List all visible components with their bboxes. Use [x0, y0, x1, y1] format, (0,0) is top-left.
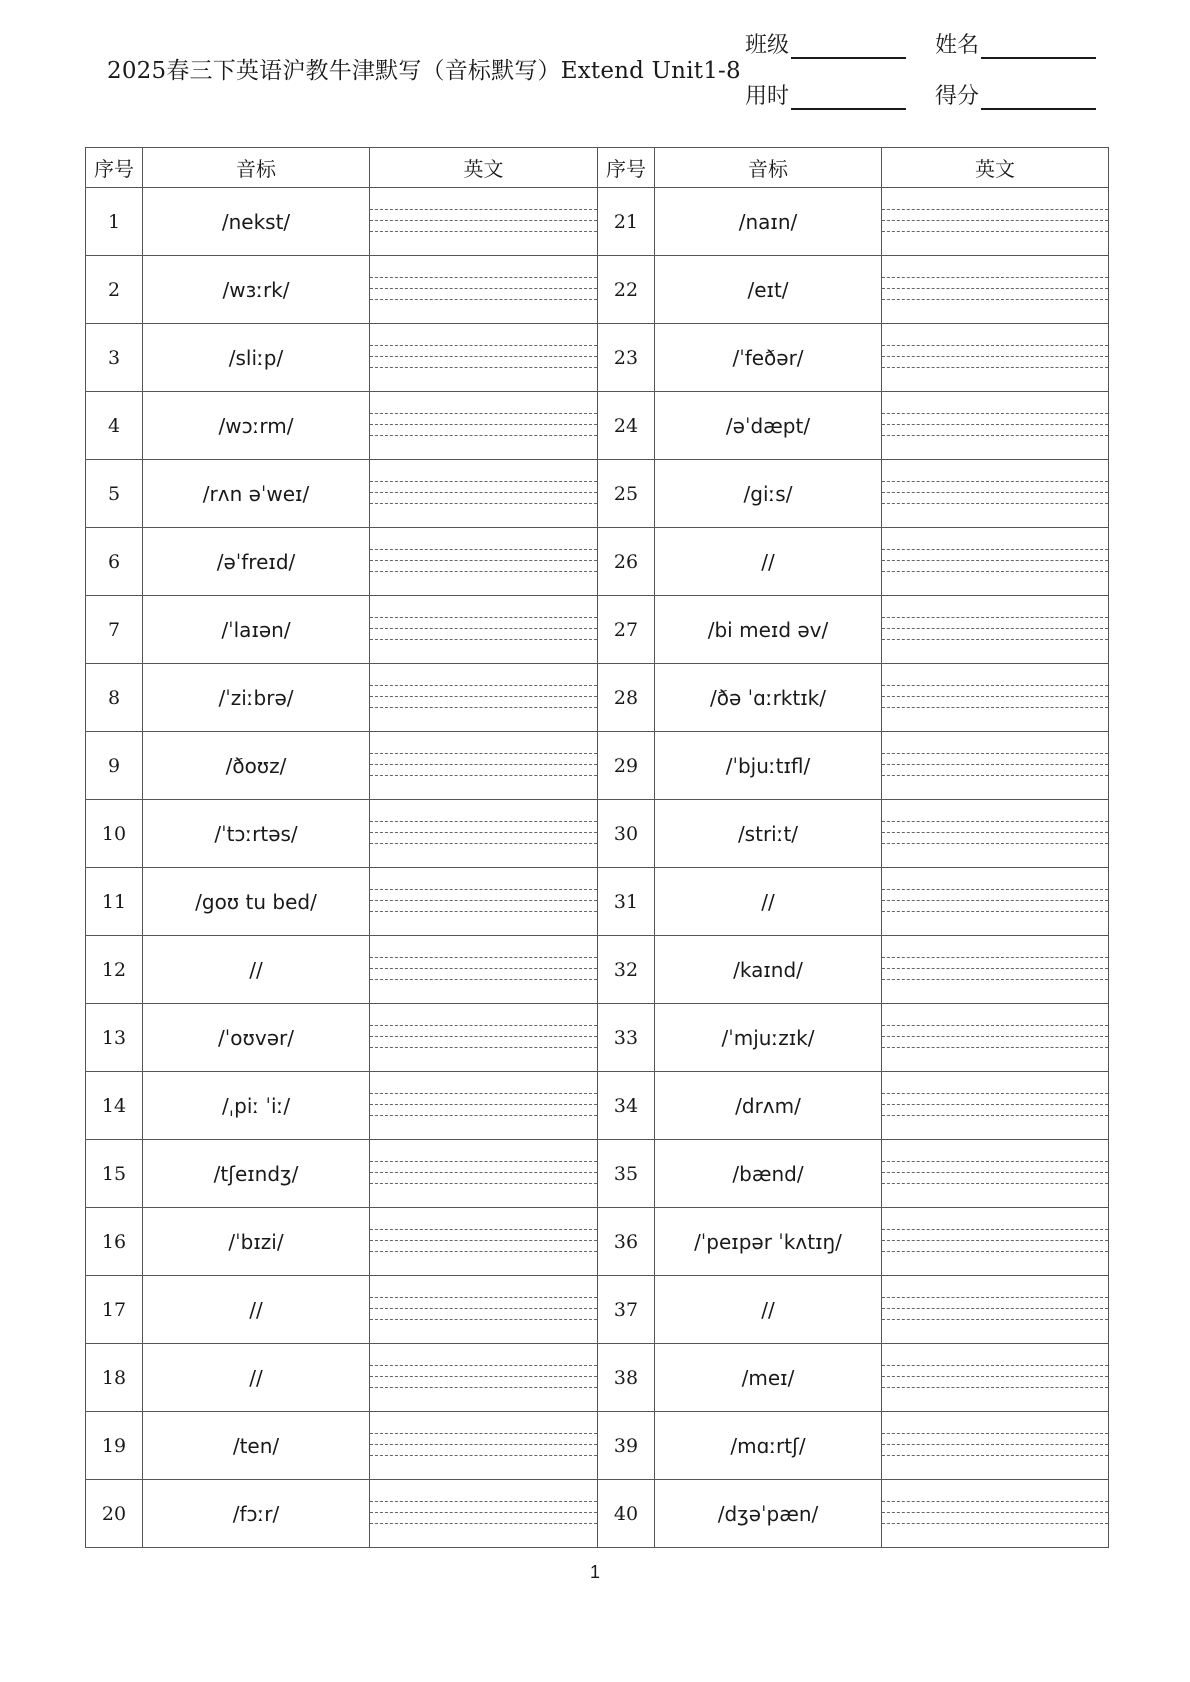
item-number: 3 [86, 324, 143, 392]
phonetic-cell: /ˌpiː ˈiː/ [143, 1072, 370, 1140]
name-label: 姓名 [935, 33, 980, 58]
item-number: 4 [86, 392, 143, 460]
writing-guide-line [370, 288, 597, 289]
answer-cell[interactable] [882, 868, 1109, 936]
writing-guide-line [882, 1036, 1108, 1037]
writing-guide-line [370, 979, 597, 980]
writing-guide-line [882, 639, 1108, 640]
table-row [86, 1140, 1109, 1208]
writing-guide-line [370, 1047, 597, 1048]
answer-cell[interactable] [370, 1344, 598, 1412]
writing-guide-line [882, 900, 1108, 901]
table-row [86, 256, 1109, 324]
writing-guide-line [882, 1512, 1108, 1513]
writing-guide-line [882, 1455, 1108, 1456]
phonetic-cell: /ˈpeɪpər ˈkʌtɪŋ/ [655, 1208, 882, 1276]
header-english-right: 英文 [882, 148, 1109, 188]
writing-guide-line [370, 481, 597, 482]
phonetic-cell: /ðoʊz/ [143, 732, 370, 800]
writing-guide-line [882, 764, 1108, 765]
item-number: 30 [598, 800, 655, 868]
writing-guide-line [370, 1161, 597, 1162]
writing-guide-line [882, 435, 1108, 436]
writing-guide-line [370, 277, 597, 278]
answer-cell[interactable] [370, 188, 598, 256]
answer-cell[interactable] [882, 1344, 1109, 1412]
phonetic-cell: /eɪt/ [655, 256, 882, 324]
phonetic-cell: // [655, 528, 882, 596]
phonetic-cell: /meɪ/ [655, 1344, 882, 1412]
page-number: 1 [589, 1562, 600, 1582]
item-number: 33 [598, 1004, 655, 1072]
writing-guide-line [370, 1251, 597, 1252]
writing-guide-line [882, 1161, 1108, 1162]
writing-guide-line [370, 1297, 597, 1298]
table-row [86, 936, 1109, 1004]
writing-guide-line [882, 424, 1108, 425]
answer-cell[interactable] [882, 664, 1109, 732]
writing-guide-line [882, 1047, 1108, 1048]
writing-guide-line [370, 1025, 597, 1026]
class-field[interactable] [745, 28, 906, 59]
score-blank[interactable] [981, 86, 1096, 110]
writing-guide-line [370, 639, 597, 640]
answer-cell[interactable] [882, 1208, 1109, 1276]
writing-guide-line [370, 832, 597, 833]
header-phonetic-left: 音标 [143, 148, 370, 188]
writing-guide-line [882, 345, 1108, 346]
writing-guide-line [882, 367, 1108, 368]
answer-cell[interactable] [370, 392, 598, 460]
answer-cell[interactable] [370, 324, 598, 392]
item-number: 6 [86, 528, 143, 596]
item-number: 19 [86, 1412, 143, 1480]
table-row [86, 188, 1109, 256]
answer-cell[interactable] [370, 936, 598, 1004]
page-title: 2025春三下英语沪教牛津默写（音标默写）Extend Unit1-8 [107, 58, 741, 84]
time-blank[interactable] [791, 86, 906, 110]
item-number: 36 [598, 1208, 655, 1276]
item-number: 25 [598, 460, 655, 528]
writing-guide-line [882, 560, 1108, 561]
phonetic-cell: /naɪn/ [655, 188, 882, 256]
phonetic-cell: // [655, 868, 882, 936]
writing-guide-line [882, 1172, 1108, 1173]
item-number: 7 [86, 596, 143, 664]
table-row [86, 1480, 1109, 1548]
writing-guide-line [882, 753, 1108, 754]
item-number: 12 [86, 936, 143, 1004]
answer-cell[interactable] [370, 1072, 598, 1140]
phonetic-cell: // [143, 1276, 370, 1344]
phonetic-cell: /goʊ tu bed/ [143, 868, 370, 936]
writing-guide-line [370, 1455, 597, 1456]
item-number: 23 [598, 324, 655, 392]
item-number: 9 [86, 732, 143, 800]
writing-guide-line [370, 617, 597, 618]
item-number: 14 [86, 1072, 143, 1140]
table-row [86, 392, 1109, 460]
answer-cell[interactable] [370, 1276, 598, 1344]
writing-guide-line [882, 707, 1108, 708]
writing-guide-line [882, 571, 1108, 572]
item-number: 24 [598, 392, 655, 460]
writing-guide-line [370, 424, 597, 425]
answer-cell[interactable] [882, 936, 1109, 1004]
writing-guide-line [370, 1444, 597, 1445]
header-no-left: 序号 [86, 148, 143, 188]
writing-guide-line [370, 1229, 597, 1230]
item-number: 31 [598, 868, 655, 936]
item-number: 10 [86, 800, 143, 868]
answer-cell[interactable] [882, 460, 1109, 528]
writing-guide-line [882, 1308, 1108, 1309]
writing-guide-line [882, 1501, 1108, 1502]
writing-guide-line [882, 1523, 1108, 1524]
table-row [86, 1344, 1109, 1412]
phonetic-cell: /giːs/ [655, 460, 882, 528]
header-no-right: 序号 [598, 148, 655, 188]
item-number: 37 [598, 1276, 655, 1344]
writing-guide-line [882, 968, 1108, 969]
writing-guide-line [370, 1365, 597, 1366]
answer-cell[interactable] [882, 596, 1109, 664]
writing-guide-line [882, 1444, 1108, 1445]
writing-guide-line [882, 1115, 1108, 1116]
item-number: 40 [598, 1480, 655, 1548]
writing-guide-line [370, 753, 597, 754]
table-row [86, 528, 1109, 596]
answer-cell[interactable] [882, 732, 1109, 800]
writing-guide-line [370, 413, 597, 414]
writing-guide-line [882, 288, 1108, 289]
answer-cell[interactable] [882, 1072, 1109, 1140]
writing-guide-line [370, 707, 597, 708]
item-number: 29 [598, 732, 655, 800]
writing-guide-line [370, 957, 597, 958]
phonetic-cell: /ˈmjuːzɪk/ [655, 1004, 882, 1072]
score-label: 得分 [935, 84, 980, 109]
phonetic-cell: /ˈbɪzi/ [143, 1208, 370, 1276]
writing-guide-line [370, 1512, 597, 1513]
writing-guide-line [370, 231, 597, 232]
phonetic-cell: /kaɪnd/ [655, 936, 882, 1004]
score-field[interactable] [935, 79, 1096, 110]
writing-guide-line [370, 571, 597, 572]
answer-cell[interactable] [882, 1140, 1109, 1208]
item-number: 18 [86, 1344, 143, 1412]
answer-cell[interactable] [370, 528, 598, 596]
phonetic-cell: /ˈoʊvər/ [143, 1004, 370, 1072]
class-blank[interactable] [791, 35, 906, 59]
writing-guide-line [370, 549, 597, 550]
writing-guide-line [370, 1240, 597, 1241]
table-row [86, 800, 1109, 868]
writing-guide-line [370, 1387, 597, 1388]
writing-guide-line [882, 696, 1108, 697]
table-row [86, 664, 1109, 732]
writing-guide-line [882, 1183, 1108, 1184]
writing-guide-line [882, 1319, 1108, 1320]
writing-guide-line [882, 549, 1108, 550]
phonetic-cell: /striːt/ [655, 800, 882, 868]
header-english-left: 英文 [370, 148, 598, 188]
phonetic-cell: /tʃeɪndʒ/ [143, 1140, 370, 1208]
writing-guide-line [370, 900, 597, 901]
phonetic-cell: /bi meɪd əv/ [655, 596, 882, 664]
table-row [86, 1276, 1109, 1344]
item-number: 17 [86, 1276, 143, 1344]
phonetic-cell: /dʒəˈpæn/ [655, 1480, 882, 1548]
phonetic-cell: /ten/ [143, 1412, 370, 1480]
writing-guide-line [370, 1104, 597, 1105]
phonetic-cell: /əˈdæpt/ [655, 392, 882, 460]
phonetic-cell: /fɔːr/ [143, 1480, 370, 1548]
writing-guide-line [882, 299, 1108, 300]
writing-guide-line [882, 220, 1108, 221]
writing-guide-line [370, 1376, 597, 1377]
item-number: 26 [598, 528, 655, 596]
answer-cell[interactable] [370, 1412, 598, 1480]
answer-cell[interactable] [882, 324, 1109, 392]
table-row [86, 732, 1109, 800]
table-row [86, 868, 1109, 936]
writing-guide-line [370, 1308, 597, 1309]
writing-guide-line [882, 503, 1108, 504]
dictation-table [85, 147, 1109, 1548]
writing-guide-line [370, 1115, 597, 1116]
writing-guide-line [370, 1501, 597, 1502]
item-number: 2 [86, 256, 143, 324]
writing-guide-line [370, 843, 597, 844]
writing-guide-line [370, 345, 597, 346]
phonetic-cell: /nekst/ [143, 188, 370, 256]
writing-guide-line [370, 685, 597, 686]
writing-guide-line [882, 277, 1108, 278]
header-phonetic-right: 音标 [655, 148, 882, 188]
writing-guide-line [370, 209, 597, 210]
writing-guide-line [370, 1036, 597, 1037]
writing-guide-line [370, 492, 597, 493]
writing-guide-line [882, 413, 1108, 414]
item-number: 35 [598, 1140, 655, 1208]
table-row [86, 1072, 1109, 1140]
phonetic-cell: /drʌm/ [655, 1072, 882, 1140]
answer-cell[interactable] [882, 1480, 1109, 1548]
writing-guide-line [370, 503, 597, 504]
item-number: 38 [598, 1344, 655, 1412]
writing-guide-line [370, 764, 597, 765]
answer-cell[interactable] [370, 1208, 598, 1276]
writing-guide-line [882, 1433, 1108, 1434]
writing-guide-line [370, 367, 597, 368]
writing-guide-line [370, 821, 597, 822]
item-number: 1 [86, 188, 143, 256]
writing-guide-line [882, 685, 1108, 686]
answer-cell[interactable] [370, 800, 598, 868]
writing-guide-line [882, 1251, 1108, 1252]
writing-guide-line [370, 1523, 597, 1524]
writing-guide-line [882, 889, 1108, 890]
writing-guide-line [370, 696, 597, 697]
time-label: 用时 [745, 84, 790, 109]
writing-guide-line [882, 617, 1108, 618]
writing-guide-line [882, 481, 1108, 482]
writing-guide-line [882, 1297, 1108, 1298]
item-number: 13 [86, 1004, 143, 1072]
time-field[interactable] [745, 79, 906, 110]
phonetic-cell: /bænd/ [655, 1140, 882, 1208]
writing-guide-line [882, 628, 1108, 629]
writing-guide-line [370, 911, 597, 912]
writing-guide-line [370, 560, 597, 561]
item-number: 34 [598, 1072, 655, 1140]
table-header-row [86, 148, 1109, 188]
phonetic-cell: /sliːp/ [143, 324, 370, 392]
writing-guide-line [882, 492, 1108, 493]
phonetic-cell: /əˈfreɪd/ [143, 528, 370, 596]
writing-guide-line [882, 775, 1108, 776]
phonetic-cell: // [143, 936, 370, 1004]
writing-guide-line [370, 1093, 597, 1094]
writing-guide-line [370, 220, 597, 221]
table-row [86, 596, 1109, 664]
table-row [86, 324, 1109, 392]
item-number: 21 [598, 188, 655, 256]
answer-cell[interactable] [882, 392, 1109, 460]
writing-guide-line [370, 435, 597, 436]
writing-guide-line [882, 1025, 1108, 1026]
phonetic-cell: /wɔːrm/ [143, 392, 370, 460]
answer-cell[interactable] [882, 1412, 1109, 1480]
writing-guide-line [882, 1376, 1108, 1377]
phonetic-cell: // [143, 1344, 370, 1412]
answer-cell[interactable] [882, 256, 1109, 324]
writing-guide-line [882, 1240, 1108, 1241]
class-label: 班级 [745, 33, 790, 58]
item-number: 8 [86, 664, 143, 732]
phonetic-cell: /ðə ˈɑːrktɪk/ [655, 664, 882, 732]
item-number: 16 [86, 1208, 143, 1276]
phonetic-cell: /ˈbjuːtɪfl/ [655, 732, 882, 800]
phonetic-cell: /ˈfeðər/ [655, 324, 882, 392]
writing-guide-line [370, 1183, 597, 1184]
answer-cell[interactable] [370, 732, 598, 800]
writing-guide-line [882, 1365, 1108, 1366]
answer-cell[interactable] [370, 460, 598, 528]
writing-guide-line [370, 968, 597, 969]
item-number: 28 [598, 664, 655, 732]
writing-guide-line [370, 889, 597, 890]
writing-guide-line [882, 356, 1108, 357]
table-row [86, 460, 1109, 528]
name-blank[interactable] [981, 35, 1096, 59]
phonetic-cell: /mɑːrtʃ/ [655, 1412, 882, 1480]
writing-guide-line [882, 231, 1108, 232]
phonetic-cell: /rʌn əˈweɪ/ [143, 460, 370, 528]
writing-guide-line [882, 209, 1108, 210]
answer-cell[interactable] [882, 1004, 1109, 1072]
phonetic-cell: /ˈziːbrə/ [143, 664, 370, 732]
answer-cell[interactable] [370, 664, 598, 732]
answer-cell[interactable] [370, 1004, 598, 1072]
phonetic-cell: // [655, 1276, 882, 1344]
item-number: 20 [86, 1480, 143, 1548]
writing-guide-line [370, 1319, 597, 1320]
answer-cell[interactable] [882, 1276, 1109, 1344]
writing-guide-line [370, 299, 597, 300]
writing-guide-line [882, 1093, 1108, 1094]
writing-guide-line [370, 1172, 597, 1173]
table-row [86, 1004, 1109, 1072]
writing-guide-line [882, 821, 1108, 822]
answer-cell[interactable] [370, 1140, 598, 1208]
item-number: 32 [598, 936, 655, 1004]
answer-cell[interactable] [370, 868, 598, 936]
writing-guide-line [882, 1104, 1108, 1105]
writing-guide-line [882, 1229, 1108, 1230]
answer-cell[interactable] [882, 188, 1109, 256]
phonetic-cell: /ˈlaɪən/ [143, 596, 370, 664]
writing-guide-line [882, 843, 1108, 844]
answer-cell[interactable] [370, 596, 598, 664]
item-number: 22 [598, 256, 655, 324]
table-row [86, 1412, 1109, 1480]
writing-guide-line [882, 1387, 1108, 1388]
item-number: 39 [598, 1412, 655, 1480]
table-row [86, 1208, 1109, 1276]
writing-guide-line [882, 979, 1108, 980]
item-number: 5 [86, 460, 143, 528]
name-field[interactable] [935, 28, 1096, 59]
answer-cell[interactable] [370, 1480, 598, 1548]
writing-guide-line [882, 911, 1108, 912]
phonetic-cell: /ˈtɔːrtəs/ [143, 800, 370, 868]
item-number: 27 [598, 596, 655, 664]
writing-guide-line [370, 628, 597, 629]
answer-cell[interactable] [882, 528, 1109, 596]
writing-guide-line [882, 832, 1108, 833]
writing-guide-line [370, 775, 597, 776]
phonetic-cell: /wɜːrk/ [143, 256, 370, 324]
answer-cell[interactable] [882, 800, 1109, 868]
item-number: 11 [86, 868, 143, 936]
writing-guide-line [882, 957, 1108, 958]
answer-cell[interactable] [370, 256, 598, 324]
writing-guide-line [370, 356, 597, 357]
item-number: 15 [86, 1140, 143, 1208]
writing-guide-line [370, 1433, 597, 1434]
